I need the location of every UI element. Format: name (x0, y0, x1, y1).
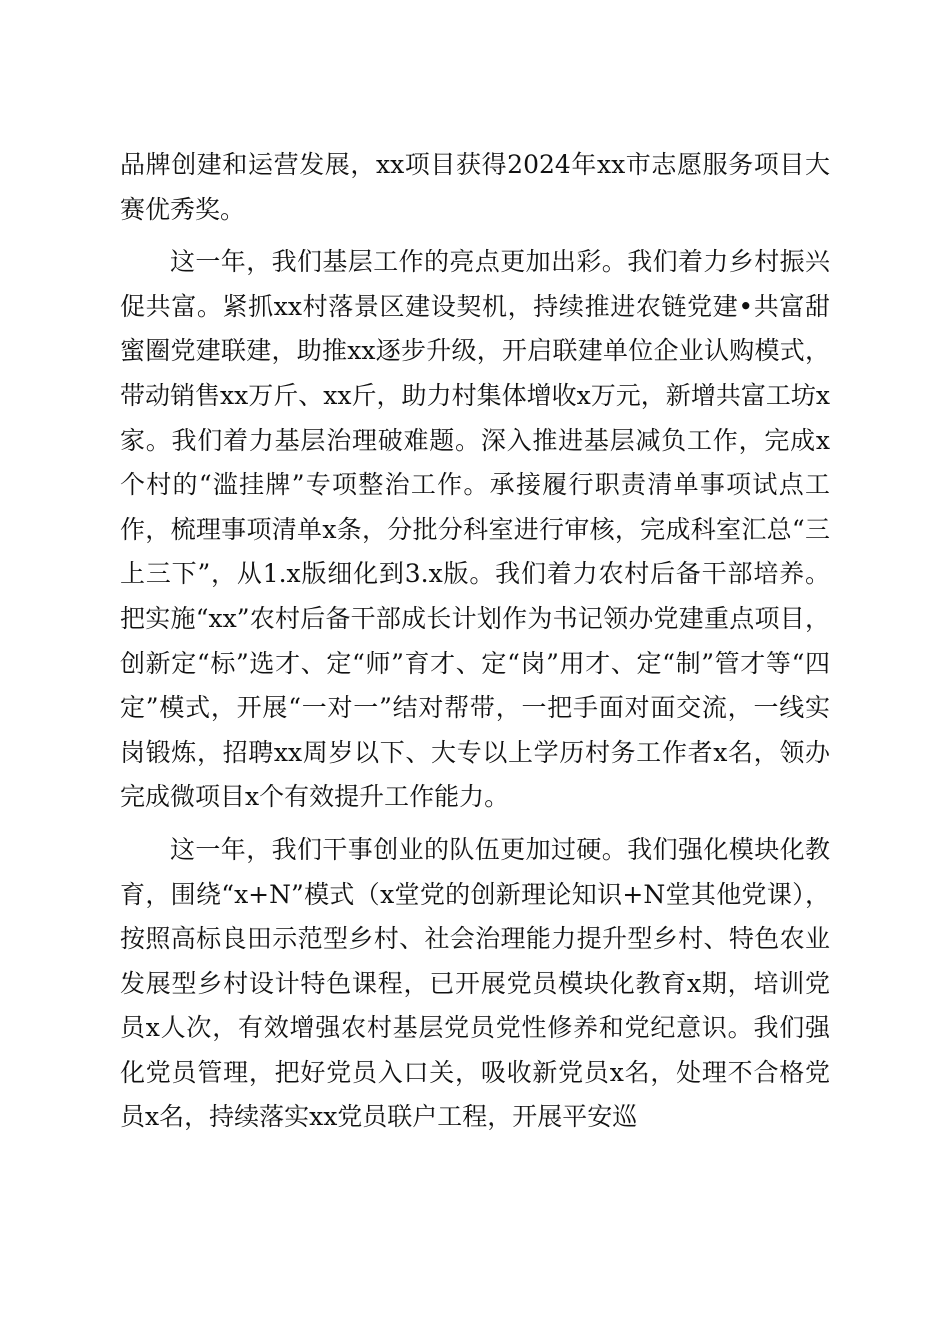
paragraph-continuation: 品牌创建和运营发展，xx项目获得2024年xx市志愿服务项目大赛优秀奖。 (120, 150, 830, 224)
paragraph-team-building: 这一年，我们干事创业的队伍更加过硬。我们强化模块化教育，围绕“x+N”模式（x堂党的创新理论知识+N堂其他党课），按照高标良田示范型乡村、社会治理能力提升型乡村、特色农业发展型乡村设计特色课程，已开展党员模块化教育x期，培训党员x人次，有效增强农村基层党员党性修养和党纪意识。我们强化党员管理，把好党员入口关，吸收新党员x名，处理不合格党员x名，持续落实xx党员联户工程，开展平安巡 (120, 834, 830, 1132)
paragraph-grassroots-work: 这一年，我们基层工作的亮点更加出彩。我们着力乡村振兴促共富。紧抓xx村落景区建设契机，持续推进农链党建•共富甜蜜圈党建联建，助推xx逐步升级，开启联建单位企业认购模式，带动销售xx万斤、xx斤，助力村集体增收x万元，新增共富工坊x家。我们着力基层治理破难题。深入推进基层减负工作，完成x个村的“滥挂牌”专项整治工作。承接履行职责清单事项试点工作，梳理事项清单x条，分批分科室进行审核，完成科室汇总“三上三下”，从1.x版细化到3.x版。我们着力农村后备干部培养。把实施“xx”农村后备干部成长计划作为书记领办党建重点项目，创新定“标”选才、定“师”育才、定“岗”用才、定“制”管才等“四定”模式，开展“一对一”结对帮带，一把手面对面交流，一线实岗锻炼，招聘xx周岁以下、大专以上学历村务工作者x名，领办完成微项目x个有效提升工作能力。 (120, 247, 830, 812)
document-body (120, 143, 830, 1140)
